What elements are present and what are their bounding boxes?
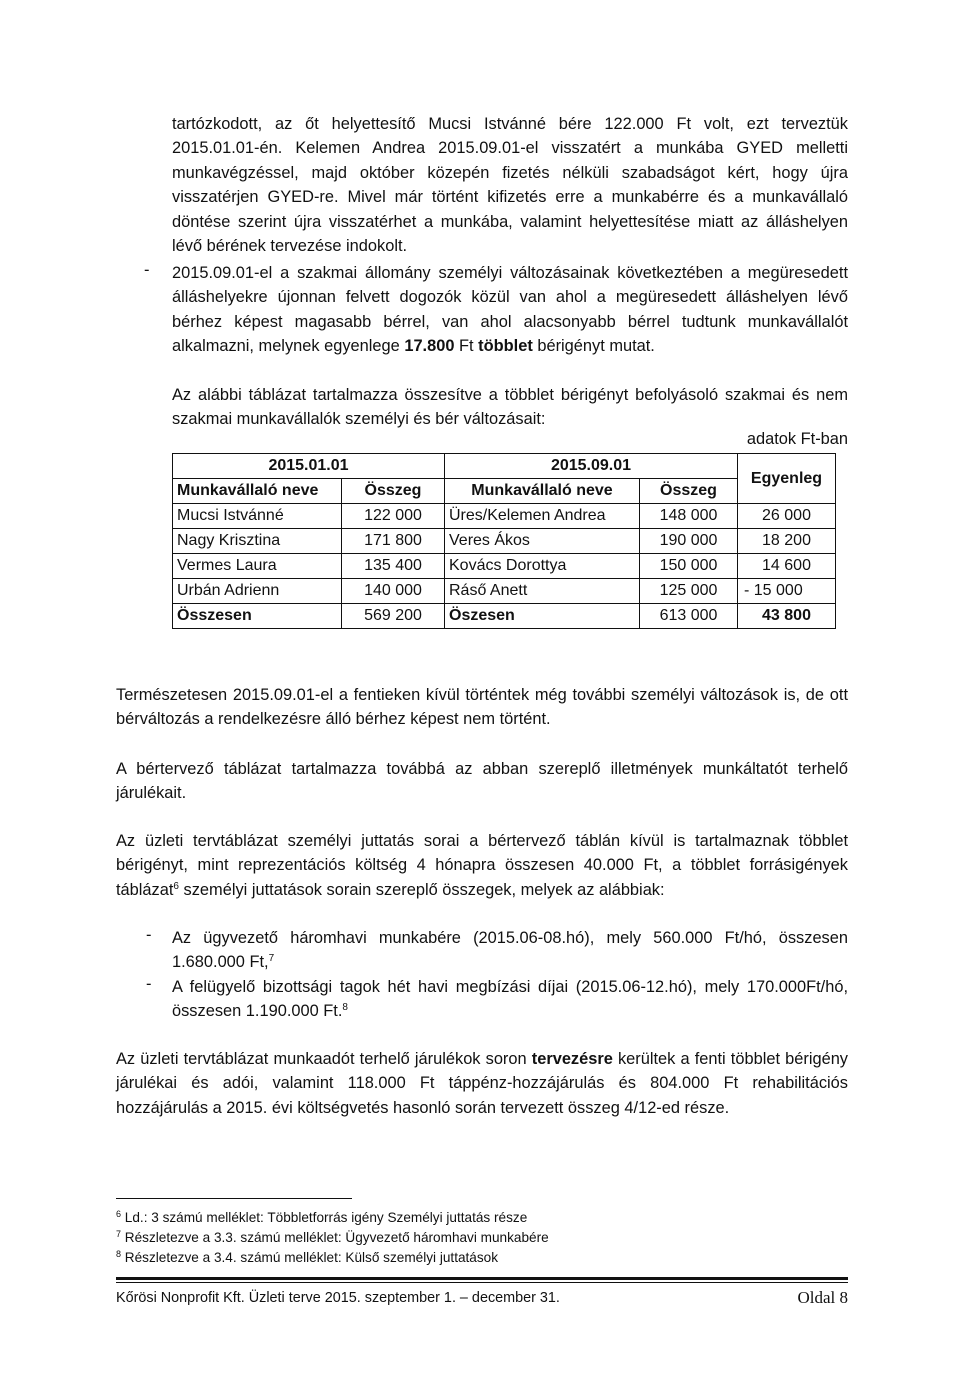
page-number: Oldal 8 [797,1288,848,1307]
table-row: Mucsi Istvánné 122 000 Üres/Kelemen Andrea 148 000 26 000 [173,504,836,529]
table-total-row: Összesen 569 200 Öszesen 613 000 43 800 [173,604,836,629]
footer-company-title: Kőrösi Nonprofit Kft. Üzleti terve 2015. szeptember 1. – december 31. [116,1290,560,1306]
group-header-2015-01-01: 2015.01.01 [173,454,445,479]
paragraph-staff-changes: 2015.09.01-el a szakmai állomány személyi változásainak következtében a megüresedett álláshelyekre újonnan felvett dogozók közül van ahol a megüresedett álláshelyen lévő bérhez képest magasabb bérrel, van ahol alacsonyabb bérrel tudtunk munkavállalót alkalmazni, melynek egyenlege 17.800 Ft többlet bérigényt mutat. [172,264,848,356]
footer-rule-thick [116,1277,848,1280]
paragraph-business-plan: Az üzleti tervtáblázat személyi juttatás sorai a bértervező táblán kívül is tartalmaznak többlet bérigényt, mint reprezentációs költség 4 hónapra összesen 40.000 Ft, a többlet forrásigények táblázat$^6$ személyi juttatások sorain szereplő összegek, melyek az alábbiak: [116,832,848,899]
footnote-8: $^8$ Részletezve a 3.4. számú melléklet: Külső személyi juttatások [116,1249,499,1265]
col-amount-1: Összeg [342,479,445,504]
surplus-amount: 17.800 [404,337,455,356]
col-amount-2: Összeg [640,479,738,504]
paragraph-substitution: tartózkodott, az őt helyettesítő Mucsi Istvánné bére 122.000 Ft volt, ezt terveztük 2015.01.01-én. Kelemen Andrea 2015.09.01-el visszatért a munkába GYED melletti munkavégzéssel, majd október közepén fizetés nélküli szabadságot kért, hogy újra visszatérjen GYED-re. Mivel már történt kifizetés erre a munkabérre és a munkavállaló döntése szerint újra visszatérhet a munkába, valamint helyettesítése miatt az álláshelyen lévő bérének tervezése indokolt. [172,115,848,256]
paragraph-contributions: A bértervező táblázat tartalmazza továbbá az abban szereplő illetmények munkáltatót terhelő járulékait. [116,760,848,803]
list-item-ceo-salary: Az ügyvezető háromhavi munkabére (2015.06-08.hó), mely 560.000 Ft/hó, összesen 1.680.000 Ft,$^7$ [172,929,848,972]
paragraph-other-changes: Természetesen 2015.09.01-el a fentieken kívül történtek még további személyi változások is, de ott bérváltozás a rendelkezésre álló bérhez képest nem történt. [116,686,848,729]
table-row: Urbán Adrienn 140 000 Ráső Anett 125 000 - 15 000 [173,579,836,604]
footer-rule-thin [116,1282,848,1283]
footnote-6: $^6$ Ld.: 3 számú melléklet: Többletforrás igény Személyi juttatás része [116,1209,528,1225]
table-row: Vermes Laura 135 400 Kovács Dorottya 150 000 14 600 [173,554,836,579]
salary-change-table [172,453,836,629]
list-dash: - [146,926,152,944]
col-employee-name-2: Munkavállaló neve [445,479,640,504]
paragraph-table-intro: Az alábbi táblázat tartalmazza összesítve a többlet bérigényt befolyásoló szakmai és nem szakmai munkavállalók személyi és bér változásait: [172,386,848,429]
paragraph-employer-contributions: Az üzleti tervtáblázat munkaadót terhelő járulékok soron tervezésre kerültek a fenti többlet bérigény járulékai és adói, valamint 118.000 Ft táppénz-hozzájárulás és 804.000 Ft rehabilitációs hozzájárulás a 2015. évi költségvetés hasonló során tervezett összeg 4/12-ed része. [116,1050,849,1117]
table-group-header [173,454,836,479]
list-dash: - [146,975,152,993]
list-dash: - [144,261,150,279]
table-column-header [173,479,836,504]
footnote-7: $^7$ Részletezve a 3.3. számú melléklet: Ügyvezető háromhavi munkabére [116,1229,549,1245]
list-item-board-fees: A felügyelő bizottsági tagok hét havi megbízási díjai (2015.06-12.hó), mely 170.000Ft/hó, összesen 1.190.000 Ft.$^8$ [172,978,848,1021]
table-row: Nagy Krisztina 171 800 Veres Ákos 190 000 18 200 [173,529,836,554]
col-employee-name-1: Munkavállaló neve [173,479,342,504]
footnote-separator [116,1198,352,1199]
group-header-2015-09-01: 2015.09.01 [445,454,738,479]
balance-header: Egyenleg [738,454,836,504]
units-label: adatok Ft-ban [746,430,848,448]
